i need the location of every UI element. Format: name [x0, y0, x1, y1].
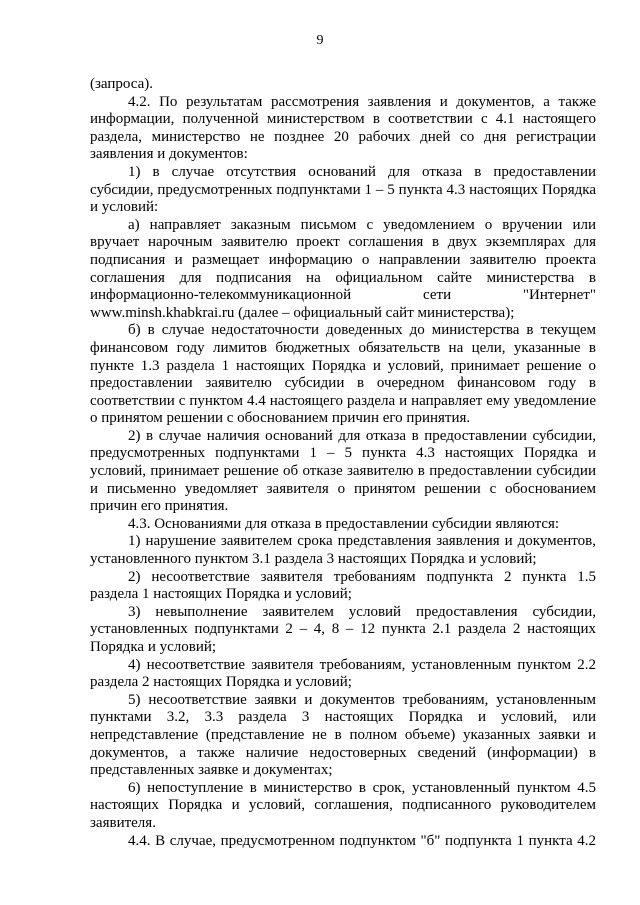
paragraph-p12: 5) несоответствие заявки и документов требованиям, установленным пунктами 3.2, 3.3 раздела 3 настоящих Порядка и условий, или непредставление (представление не в полном объеме) указанных заявки и документов, а также наличие недостоверных сведений (информации) в представленных заявке и документах;: [90, 691, 596, 779]
paragraph-p01: (запроса).: [90, 76, 154, 92]
paragraph-p05: б) в случае недостаточности доведенных до министерства в текущем финансовом году лимитов бюджетных обязательств на цели, указанные в пункте 1.3 раздела 1 настоящих Порядка и условий, принимает решение о предоставлении заявителю субсидии в очередном финансовом году в соответствии с пунктом 4.4 настоящего раздела и направляет ему уведомление о принятом решении с обоснованием причин его принятия.: [90, 322, 596, 427]
paragraph-p04: а) направляет заказным письмом с уведомлением о вручении или вручает нарочным заявителю проект соглашения в двух экземплярах для подписания и размещает информацию о направлении заявителю проекта соглашения для подписания на официальном сайте министерства в информационно-телекоммуникационной сети "Интернет" www.minsh.khabkrai.ru (далее – официальный сайт министерства);: [90, 216, 596, 321]
paragraph-p14: 4.4. В случае, предусмотренном подпунктом "б" подпункта 1 пункта 4.2: [128, 832, 596, 849]
paragraph-p07: 4.3. Основаниями для отказа в предоставлении субсидии являются:: [128, 515, 560, 532]
paragraph-p03: 1) в случае отсутствия оснований для отказа в предоставлении субсидии, предусмотренных подпунктами 1 – 5 пункта 4.3 настоящих Порядка и условий:: [90, 163, 596, 216]
page-number: 9: [316, 33, 324, 48]
paragraph-p06: 2) в случае наличия оснований для отказа в предоставлении субсидии, предусмотренных подпунктами 1 – 5 пункта 4.3 настоящих Порядка и условий, принимает решение об отказе заявителю в предоставлении субсидии и письменно уведомляет заявителя о принятом решении с обоснованием причин его принятия.: [90, 427, 596, 515]
paragraph-p13: 6) непоступление в министерство в срок, установленный пунктом 4.5 настоящих Порядка и условий, соглашения, подписанного руководителем заявителя.: [90, 779, 596, 831]
document-body: [90, 76, 596, 850]
paragraph-p11: 4) несоответствие заявителя требованиям, установленным пунктом 2.2 раздела 2 настоящих Порядка и условий;: [90, 656, 596, 691]
paragraph-p08: 1) нарушение заявителем срока представления заявления и документов, установленного пунктом 3.1 раздела 3 настоящих Порядка и условий;: [90, 533, 596, 568]
paragraph-p10: 3) невыполнение заявителем условий предоставления субсидии, установленных подпунктами 2 – 4, 8 – 12 пункта 2.1 раздела 2 настоящих Порядка и условий;: [90, 603, 596, 655]
paragraph-p02: 4.2. По результатам рассмотрения заявления и документов, а также информации, полученной министерством в соответствии с 4.1 настоящего раздела, министерство не позднее 20 рабочих дней со дня регистрации заявления и документов:: [90, 93, 596, 163]
paragraph-p09: 2) несоответствие заявителя требованиям подпункта 2 пункта 1.5 раздела 1 настоящих Порядка и условий;: [90, 568, 596, 603]
